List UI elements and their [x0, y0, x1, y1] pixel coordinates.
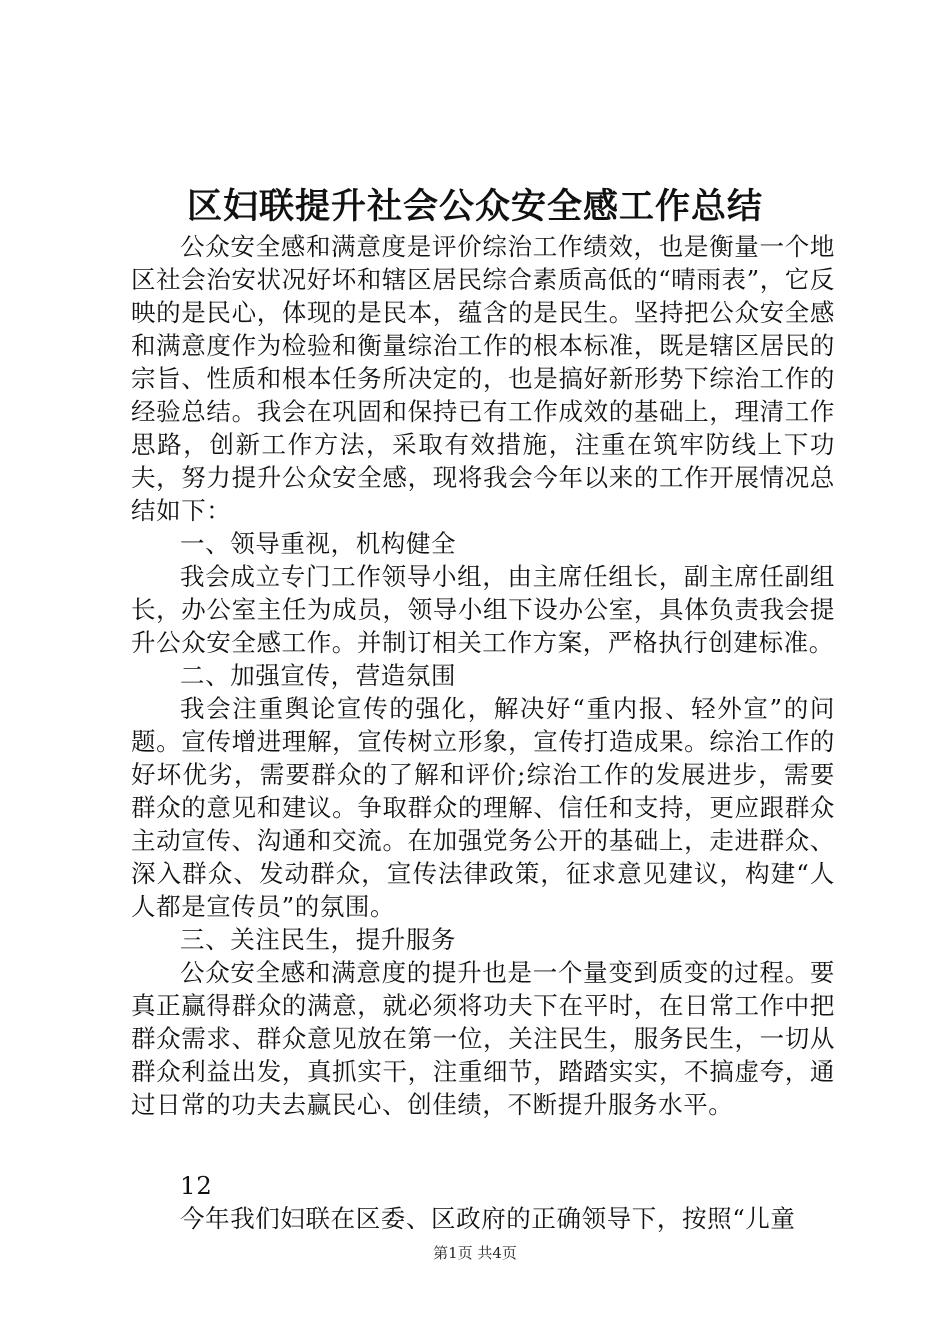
paragraph-intro: 公众安全感和满意度是评价综治工作绩效，也是衡量一个地区社会治安状况好坏和辖区居民综合素质高低的“晴雨表”，它反映的是民心，体现的是民本，蕴含的是民生。坚持把公众安全感和满意度作为检验和衡量综治工作的根本标准，既是辖区居民的宗旨、性质和根本任务所决定的，也是搞好新形势下综治工作的经验总结。我会在巩固和保持已有工作成效的基础上，理清工作思路，创新工作方法，采取有效措施，注重在筑牢防线上下功夫，努力提升公众安全感，现将我会今年以来的工作开展情况总结如下：	[131, 232, 835, 525]
paragraph-leadership: 我会成立专门工作领导小组，由主席任组长，副主席任副组长，办公室主任为成员，领导小组下设办公室，具体负责我会提升公众安全感工作。并制订相关工作方案，严格执行创建标准。	[131, 562, 835, 657]
section-heading-1: 一、领导重视，机构健全	[180, 529, 457, 558]
paragraph-continuation: 今年我们妇联在区委、区政府的正确领导下，按照“儿童	[180, 1204, 796, 1233]
paragraph-service: 公众安全感和满意度的提升也是一个量变到质变的过程。要真正赢得群众的满意，就必须将功夫下在平时，在日常工作中把群众需求、群众意见放在第一位，关注民生，服务民生，一切从群众利益出发，真抓实干，注重细节，踏踏实实，不搞虚夸，通过日常的功夫去赢民心、创佳绩，不断提升服务水平。	[131, 958, 835, 1119]
document-title: 区妇联提升社会公众安全感工作总结	[186, 186, 763, 227]
paragraph-gap	[131, 1121, 835, 1169]
section-number: 12	[180, 1171, 213, 1200]
page-footer: 第1页 共4页	[433, 1244, 517, 1262]
section-heading-2: 二、加强宣传，营造氛围	[180, 661, 457, 690]
paragraph-publicity: 我会注重舆论宣传的强化，解决好“重内报、轻外宣”的问题。宣传增进理解，宣传树立形象，宣传打造成果。综治工作的好坏优劣，需要群众的了解和评价;综治工作的发展进步，需要群众的意见和建议。争取群众的理解、信任和支持，更应跟群众主动宣传、沟通和交流。在加强党务公开的基础上，走进群众、深入群众、发动群众，宣传法律政策，征求意见建议，构建“人人都是宣传员”的氛围。	[131, 694, 835, 921]
section-heading-3: 三、关注民生，提升服务	[180, 925, 457, 954]
document-body	[131, 230, 835, 1235]
